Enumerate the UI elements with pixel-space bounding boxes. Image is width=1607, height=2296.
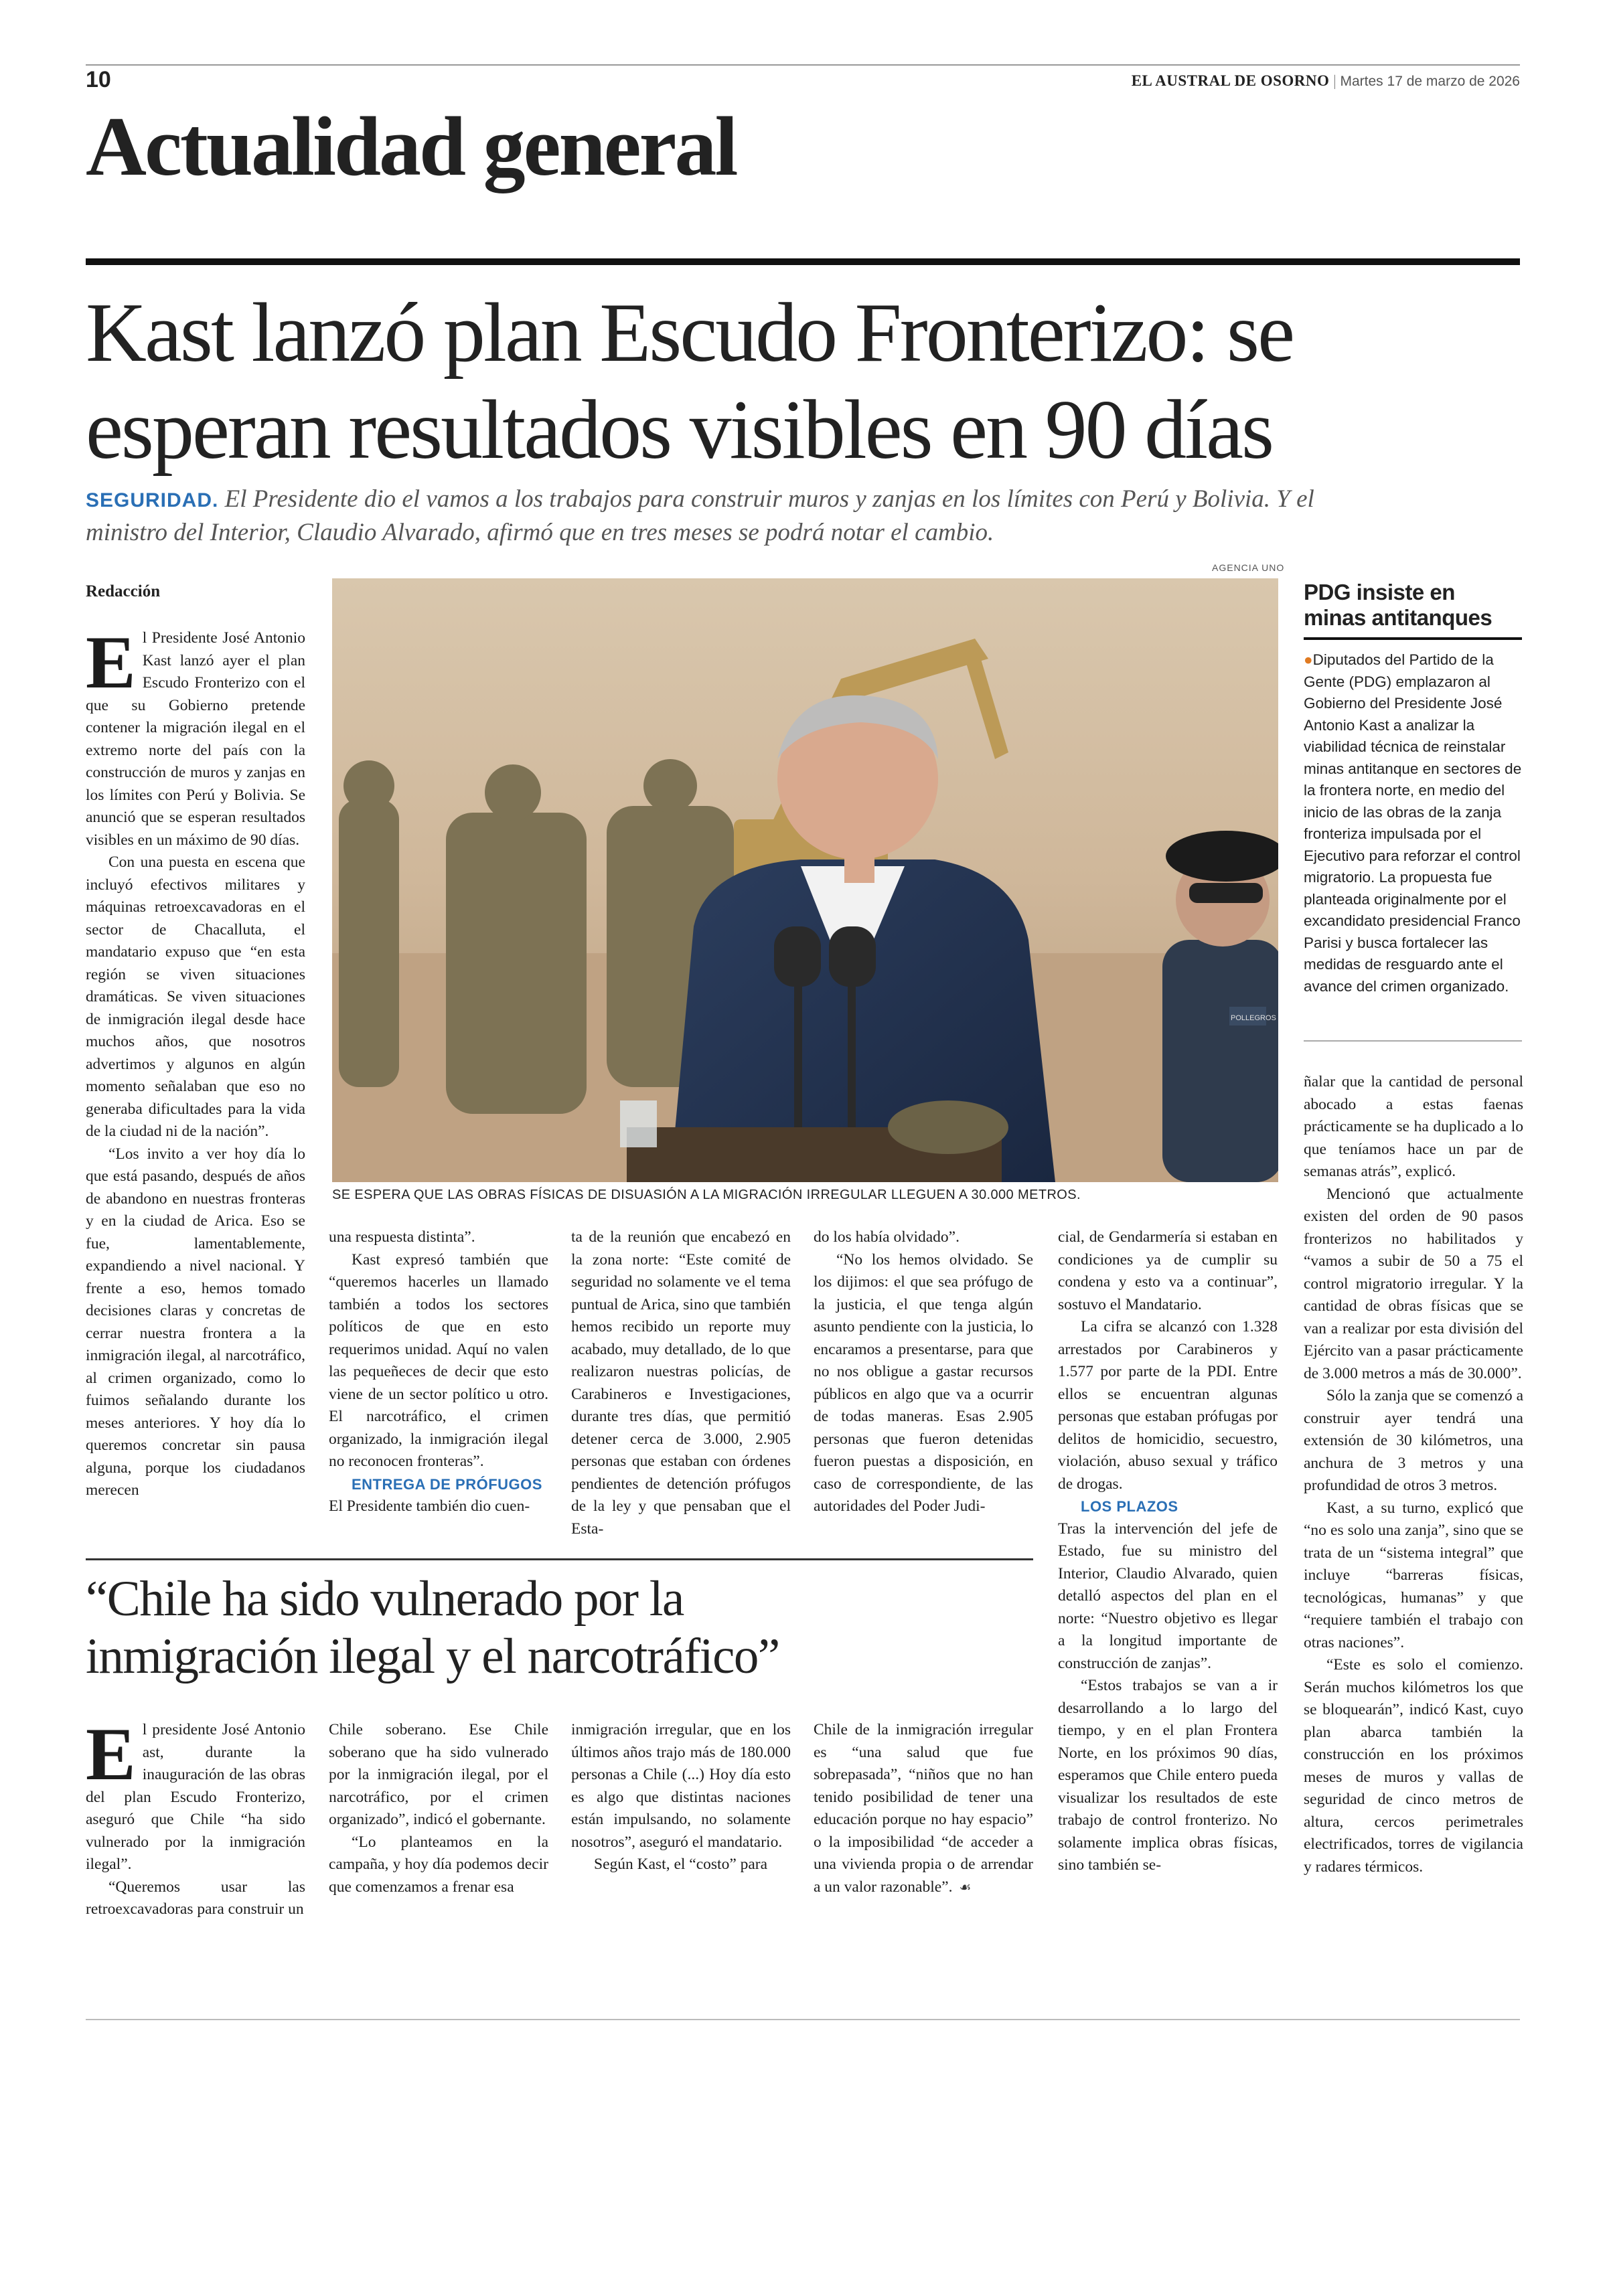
second-story-rule [86, 1558, 1033, 1560]
deck [86, 483, 1522, 549]
second-column-4: Chile de la inmigración irregular es “una salud que fue sobrepasada”, “niños que no han tenido posibilidad de tener una educación porque no hay espacio” o la imposibilidad “de acceder a una vivienda propia o de arrendar a un valor razonable”. ☙ [814, 1721, 1033, 1896]
sidebar-bullet: ● [1304, 651, 1313, 668]
subhead-plazos: LOS PLAZOS [1081, 1498, 1178, 1515]
article-column-3: ta de la reunión que encabezó en la zona norte: “Este comité de seguridad no solamente ve el tema puntual de Arica, sino que también hemos recibido un reporte muy acabado, muy detallado, de lo que realizaron nuestras policías, de Carabineros e Investigaciones, durante tres días, que permitió detener cerca de 3.000, 2.905 personas que estaban con órdenes pendientes de detención prófugos de la ley y que pensaban que el Esta- [571, 1228, 791, 1538]
news-photo [332, 578, 1278, 1182]
sidebar-rule [1304, 637, 1522, 640]
kicker: SEGURIDAD. [86, 489, 219, 511]
photo-scene [332, 578, 1278, 1182]
deck-line-2: ministro del Interior, Claudio Alvarado, afirmó que en tres meses se podrá notar el cambio. [86, 519, 994, 546]
deck-line-1: El Presidente dio el vamos a los trabajos para construir muros y zanjas en los límites con Perú y Bolivia. Y el [224, 485, 1314, 513]
masthead: EL AUSTRAL DE OSORNO | Martes 17 de marzo de 2026 [1131, 72, 1520, 89]
second-column-1: El presidente José Antonio ast, durante la inauguración de las obras del plan Escudo Fronterizo, aseguró que Chile “ha sido vulnerado por la inmigración ilegal”. “Queremos usar las retroexcavadoras para construir un [86, 1713, 305, 1918]
page-number: 10 [86, 67, 111, 92]
drop-cap: E [86, 621, 136, 704]
main-headline [86, 284, 1532, 479]
sidebar-body: ●Diputados del Partido de la Gente (PDG) emplazaron al Gobierno del Presidente José Antonio Kast a analizar la viabilidad técnica de reinstalar minas antitanque en sectores de la frontera norte, en medio del inicio de las obras de la zanja fronteriza impulsada por el Ejecutivo para reforzar el control migratorio. La propuesta fue planteada originalmente por el excandidato presidencial Franco Parisi y busca fortalecer las medidas de resguardo ante el avance del crimen organizado. [1304, 651, 1522, 995]
second-drop-cap: E [86, 1713, 136, 1796]
sidebar-title: PDG insiste en minas antitanques [1304, 580, 1493, 630]
headline-rule [86, 258, 1520, 265]
article-column-5: cial, de Gendarmería si estaban en condiciones ya de cumplir su condena y esto va a continuar”, sostuvo el Mandatario. La cifra se alcanzó con 1.328 arrestados por Carabineros y 1.577 por parte de la PDI. Entre ellos se encuentran algunas personas que estaban prófugas por delitos de homicidio, secuestro, violación, abuso sexual y tráfico de drogas. LOS PLAZOS Tras la intervención del jefe de Estado, fue su ministro del Interior, Claudio Alvarado, quien detalló aspectos del plan en el norte: “Nuestro objetivo es llegar a la longitud importante de construcción de zanjas”. “Estos trabajos se van a ir desarrollando a lo largo del tiempo, y en el plan Frontera Norte, en los próximos 90 días, esperamos que Chile entero pueda visualizar los resultados de este trabajo de control fronterizo. No solamente implica obras físicas, sino también se- [1058, 1228, 1278, 1874]
section-title: Actualidad general [86, 100, 737, 193]
article-column-4: do los había olvidado”. “No los hemos olvidado. Se los dijimos: el que sea prófugo de la justicia, el que tenga algún asunto pendiente con la justicia, lo encaramos a presentarse, para que no nos obligue a gastar recursos públicos en algo que va a ocurrir de todas maneras. Esas 2.905 personas que fueron detenidas fueron puestas a disposición, en caso de correspondiente, de las autoridades del Poder Judi- [814, 1228, 1033, 1515]
publication-date: Martes 17 de marzo de 2026 [1340, 74, 1520, 89]
article-column-1: El Presidente José Antonio Kast lanzó ayer el plan Escudo Fronterizo con el que su Gobierno pretende contener la migración ilegal en el extremo norte del país con la construcción de muros y zanjas en los límites con Perú y Bolivia. Se anunció que se esperan resultados visibles en un máximo de 90 días. Con una puesta en escena que incluyó efectivos militares y máquinas retroexcavadoras en el sector de Chacalluta, el mandatario expuso que “en esta región se viven situaciones dramáticas. Se viven situaciones de inmigración ilegal desde hace muchos años, que nosotros advertimos y algunos en algún momento señalaban que eso no generaba dificultades para la vida de la ciudad ni de la nación”. “Los invito a ver hoy día lo que está pasando, después de años de abandono en nuestras fronteras y en la ciudad de Arica. Eso se fue, lamentablemente, expandiendo a nivel nacional. Y frente a eso, hemos tomado decisiones claras y concretas de cerrar nuestra frontera a la inmigración ilegal, al narcotráfico, al crimen organizado, como lo fuimos señalando durante los meses anteriores. Y hoy día lo queremos concretar sin pausa alguna, porque los ciudadanos merecen [86, 621, 305, 1499]
subhead-entrega: ENTREGA DE PRÓFUGOS [352, 1475, 542, 1493]
photo-caption: SE ESPERA QUE LAS OBRAS FÍSICAS DE DISUASIÓN A LA MIGRACIÓN IRREGULAR LLEGUEN A 30.000 METROS. [332, 1187, 1081, 1202]
top-rule [86, 64, 1520, 66]
uniform-patch-text: POLLEGROS [1231, 1014, 1276, 1022]
byline: Redacción [86, 582, 161, 600]
article-column-2: una respuesta distinta”. Kast expresó también que “queremos hacerles un llamado también a todos los sectores políticos de que en esto requerimos unidad. Aquí no valen las pequeñeces de decir que esto viene de un sector político u otro. El narcotráfico, el crimen organizado, la inmigración ilegal no reconocen fronteras”. ENTREGA DE PRÓFUGOS El Presidente también dio cuen- [329, 1228, 548, 1515]
second-column-3: inmigración irregular, que en los últimos años trajo más de 180.000 personas a Chile (...) Hoy día esto es algo que distintas naciones están impulsando, no solamente nosotros”, aseguró el mandatario. Según Kast, el “costo” para [571, 1721, 791, 1873]
article-column-6: ñalar que la cantidad de personal abocado a estas faenas prácticamente se ha duplicado a lo que teníamos hace un par de semanas atrás”, explicó. Mencionó que actualmente existen del orden de 90 pasos fronterizos no habilitados y “vamos a subir de 50 a 75 el control migratorio irregular. Y la cantidad de obras físicas que se van a realizar por esta división del Ejército van a pasar prácticamente de 3.000 metros a más de 30.000”. Sólo la zanja que se comenzó a construir ayer tendrá una extensión de 30 kilómetros, una anchura de 3 metros y una profundidad de otros 3 metros. Kast, a su turno, explicó que “no es solo una zanja”, sino que se trata de un “sistema integral” que incluye “barreras físicas, tecnológicas, humanas” y que “requiere también el trabajo con otras naciones”. “Este es solo el comienzo. Serán muchos kilómetros los que se bloquearán”, indicó Kast, cuyo plan abarca también la construcción en los próximos meses de muros y vallas de seguridad de cinco metros de altura, cercos perimetrales electrificados, torres de vigilancia y radares térmicos. [1304, 1073, 1523, 1876]
publication-name: EL AUSTRAL DE OSORNO [1131, 72, 1330, 89]
photo-credit: AGENCIA UNO [1212, 562, 1285, 573]
sidebar-bottom-rule [1304, 1040, 1522, 1042]
headline-line-2: esperan resultados visibles en 90 días [86, 384, 1273, 477]
bottom-rule [86, 2019, 1520, 2020]
second-headline: “Chile ha sido vulnerado por la inmigración ilegal y el narcotráfico” [86, 1571, 779, 1684]
end-mark-icon: ☙ [959, 1878, 972, 1895]
headline-line-1: Kast lanzó plan Escudo Fronterizo: se [86, 286, 1293, 380]
second-column-2: Chile soberano. Ese Chile soberano que ha sido vulnerado por la inmigración ilegal, por el narcotráfico, por el crimen organizado”, indicó el gobernante. “Lo planteamos en la campaña, y hoy día podemos decir que comenzamos a frenar esa [329, 1721, 548, 1896]
